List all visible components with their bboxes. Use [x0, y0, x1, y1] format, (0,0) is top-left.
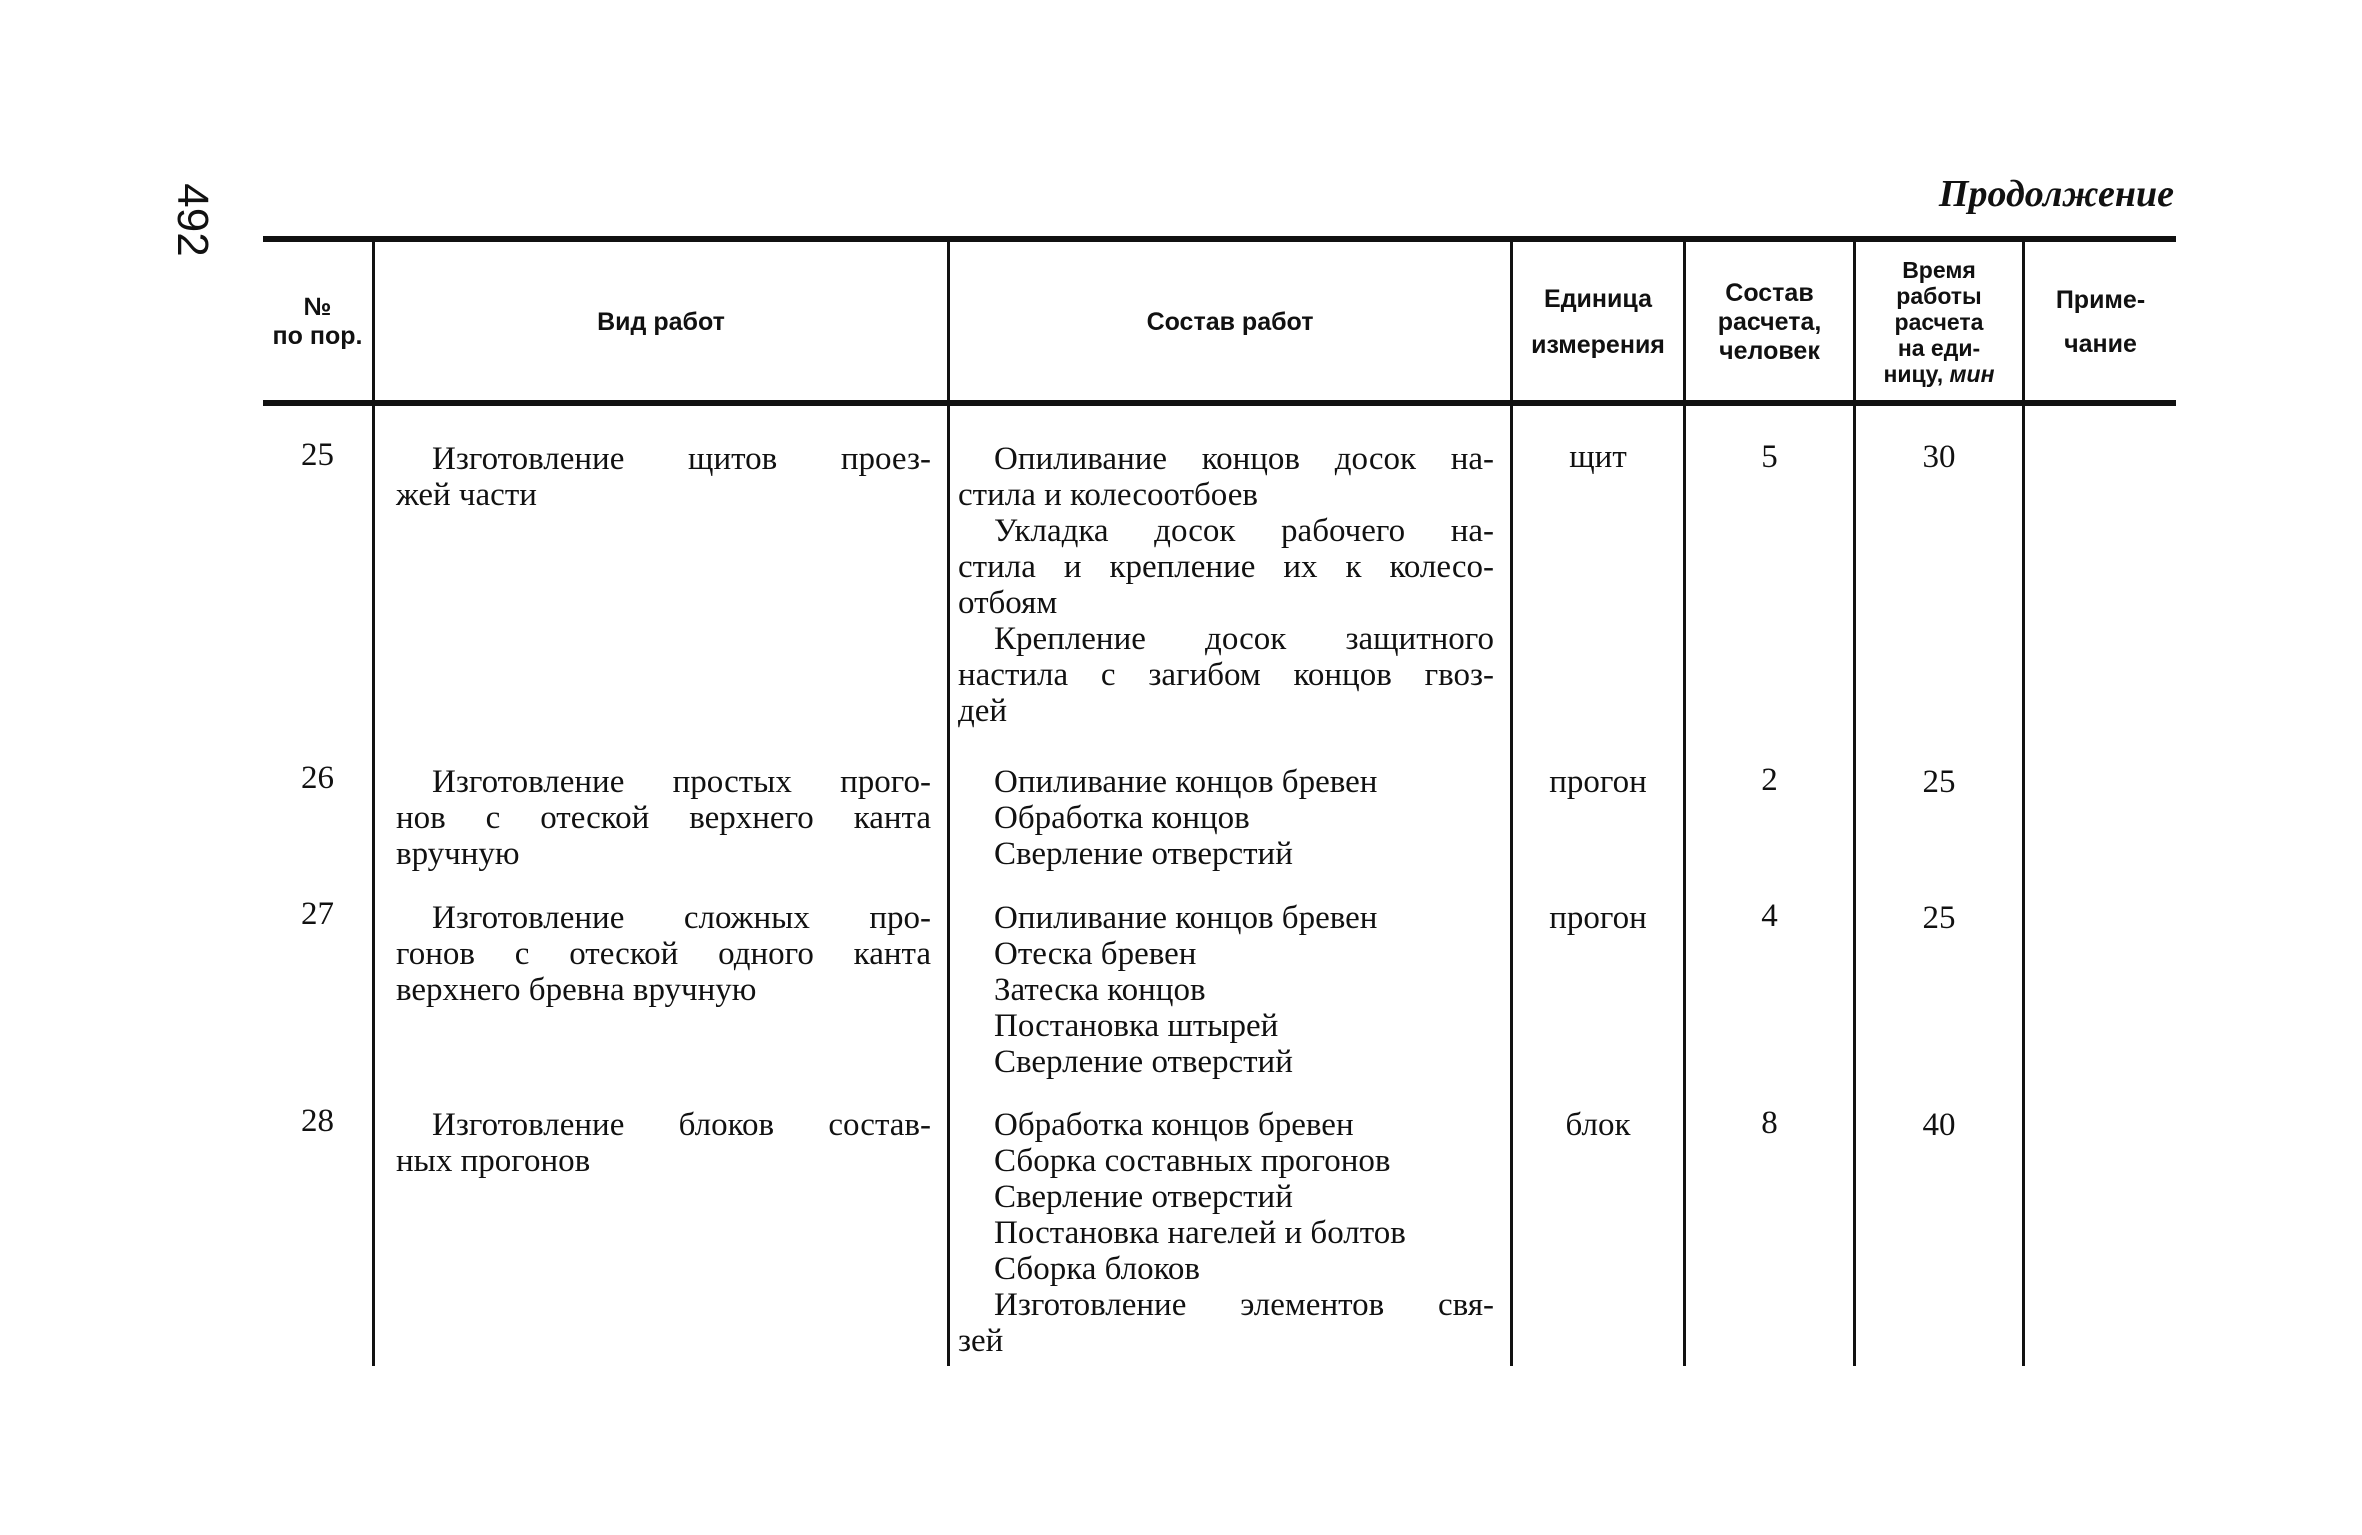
- header-crew: Состав расчета, человек: [1717, 278, 1822, 365]
- row-26-num: 26: [301, 760, 334, 796]
- header-note: Приме- чание: [2055, 286, 2146, 358]
- row-28-unit: блок: [1565, 1107, 1631, 1143]
- row-25-unit: щит: [1569, 439, 1627, 475]
- row-26-time: 25: [1922, 764, 1956, 800]
- row-27-time: 25: [1922, 900, 1956, 936]
- header-unit: Единица измерения: [1531, 285, 1665, 359]
- column-divider: [2022, 406, 2025, 1366]
- row-25-time: 30: [1922, 439, 1956, 475]
- column-divider: [1683, 406, 1686, 1366]
- row-28-num: 28: [301, 1103, 334, 1139]
- header-work-type: Вид работ: [597, 307, 725, 336]
- column-divider: [947, 406, 950, 1366]
- row-28-work: Изготовление блоков состав- ных прогонов: [396, 1107, 931, 1179]
- page-number: 492: [168, 183, 217, 257]
- row-26-composition: Опиливание концов бревен Обработка концов Сверление отверстий: [994, 764, 1378, 872]
- row-28-composition: Обработка концов бревен Сборка составных прогонов Сверление отверстий Постановка нагелей и болтов Сборка блоков Изготовление элементов свя- зей: [958, 1107, 1494, 1359]
- row-27-unit: прогон: [1549, 900, 1647, 936]
- header-time: Время работы расчета на еди- ницу, мин: [1883, 257, 1995, 387]
- table-top-rule: [263, 236, 2176, 242]
- row-27-composition: Опиливание концов бревен Отеска бревен Затеска концов Постановка штырей Сверление отверстий: [994, 900, 1378, 1080]
- row-28-crew: 8: [1761, 1105, 1778, 1141]
- row-28-time: 40: [1922, 1107, 1956, 1143]
- header-num: № по пор.: [272, 293, 363, 350]
- row-25-composition: Опиливание концов досок на- стила и колесоотбоев Укладка досок рабочего на- стила и крепление их к колесо- отбоям Крепление досок защитного настила с загибом концов гвоз- дей: [958, 441, 1494, 729]
- row-27-work: Изготовление сложных про- гонов с отеской одного канта верхнего бревна вручную: [396, 900, 931, 1008]
- table-header-rule: [263, 400, 2176, 406]
- row-25-num: 25: [301, 437, 334, 473]
- column-divider: [372, 406, 375, 1366]
- header-composition: Состав работ: [1146, 307, 1314, 336]
- row-26-crew: 2: [1761, 762, 1778, 798]
- row-27-num: 27: [301, 896, 334, 932]
- column-divider: [1853, 406, 1856, 1366]
- row-27-crew: 4: [1761, 898, 1778, 934]
- row-25-work: Изготовление щитов проез- жей части: [396, 441, 931, 513]
- column-divider: [1510, 406, 1513, 1366]
- row-26-unit: прогон: [1549, 764, 1647, 800]
- row-26-work: Изготовление простых прого- нов с отеской верхнего канта вручную: [396, 764, 931, 872]
- continuation-label: Продолжение: [1938, 173, 2174, 215]
- row-25-crew: 5: [1761, 439, 1778, 475]
